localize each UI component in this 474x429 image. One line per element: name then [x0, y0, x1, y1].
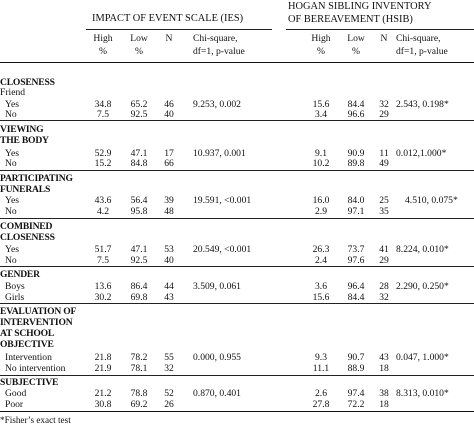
hsib-high-cell: 11.1 — [312, 363, 330, 374]
row-label: Yes — [5, 244, 19, 255]
subgroup-friend: Friend — [0, 87, 26, 98]
group-evaluation-4: OBJECTIVE — [0, 339, 54, 350]
ies-high-pct: % — [99, 46, 107, 57]
footnote: *Fisher’s exact test — [0, 415, 71, 425]
group-evaluation-3: AT SCHOOL — [0, 328, 55, 339]
hsib-low-cell: 84.4 — [347, 292, 365, 303]
row-label: No intervention — [5, 363, 66, 374]
hsib-n-cell: 18 — [379, 363, 389, 374]
hsib-header-line-1: HOGAN SIBLING INVENTORY — [288, 1, 432, 12]
row-label: Intervention — [5, 352, 52, 363]
hsib-low-pct: % — [352, 46, 360, 57]
hsib-high-cell: 9.1 — [315, 148, 327, 159]
group-divider — [0, 266, 474, 267]
ies-n-cell: 46 — [164, 99, 174, 110]
table-row — [0, 292, 474, 303]
hsib-n-cell: 32 — [379, 292, 389, 303]
ies-n-cell: 39 — [164, 195, 174, 206]
ies-chi-cell: 20.549, <0.001 — [193, 244, 252, 255]
group-funerals-1: PARTICIPATING — [0, 173, 73, 184]
ies-high-cell: 15.2 — [94, 158, 112, 169]
ies-low-cell: 47.1 — [130, 148, 148, 159]
row-label: Good — [5, 388, 27, 399]
ies-low-pct: % — [135, 46, 143, 57]
table-row — [0, 206, 474, 217]
ies-high-cell: 30.2 — [94, 292, 112, 303]
ies-high-cell: 13.6 — [94, 281, 112, 292]
ies-chi-header-1: Chi-square, — [193, 33, 238, 44]
row-label: Yes — [5, 195, 19, 206]
group-evaluation-1: EVALUATION OF — [0, 306, 77, 317]
ies-n-cell: 40 — [164, 109, 174, 120]
ies-high-cell: 51.7 — [94, 244, 112, 255]
group-combined-2: CLOSENESS — [0, 232, 55, 243]
hsib-n-cell: 41 — [379, 244, 389, 255]
hsib-n-header: N — [380, 33, 388, 44]
ies-header: IMPACT OF EVENT SCALE (IES) — [92, 13, 244, 24]
ies-low-header: Low — [130, 33, 148, 44]
hsib-high-cell: 10.2 — [312, 158, 330, 169]
ies-low-cell: 86.4 — [130, 281, 148, 292]
row-label: Yes — [5, 148, 19, 159]
hsib-chi-header-2: df=1, p-value — [396, 46, 448, 57]
ies-high-cell: 34.8 — [94, 99, 112, 110]
ies-low-cell: 56.4 — [130, 195, 148, 206]
ies-high-cell: 21.8 — [94, 352, 112, 363]
group-divider — [0, 303, 474, 304]
row-label: No — [5, 158, 17, 169]
hsib-n-cell: 49 — [379, 158, 389, 169]
hsib-high-cell: 3.4 — [315, 109, 327, 120]
ies-low-cell: 78.1 — [130, 363, 148, 374]
hsib-chi-cell: 2.543, 0.198* — [396, 99, 449, 110]
ies-low-cell: 95.8 — [130, 206, 148, 217]
row-label: No — [5, 109, 17, 120]
ies-n-cell: 53 — [164, 244, 174, 255]
hsib-high-cell: 2.9 — [315, 206, 327, 217]
ies-chi-cell: 9.253, 0.002 — [193, 99, 241, 110]
hsib-header-line-2: OF BEREAVEMENT (HSIB) — [288, 14, 413, 25]
hsib-high-cell: 9.3 — [315, 352, 327, 363]
hsib-n-cell: 25 — [379, 195, 389, 206]
group-closeness: CLOSENESS — [0, 77, 55, 88]
row-label: Yes — [5, 99, 19, 110]
ies-low-cell: 69.8 — [130, 292, 148, 303]
ies-low-cell: 84.8 — [130, 158, 148, 169]
table-bottom-rule — [0, 411, 474, 412]
group-gender: GENDER — [0, 269, 40, 280]
hsib-n-cell: 38 — [379, 388, 389, 399]
ies-chi-cell: 19.591, <0.001 — [193, 195, 252, 206]
ies-high-cell: 7.5 — [97, 109, 109, 120]
hsib-high-pct: % — [317, 46, 325, 57]
group-evaluation-2: INTERVENTION — [0, 317, 73, 328]
hsib-high-header: High — [311, 33, 331, 44]
group-viewing-body-1: VIEWING — [0, 124, 44, 135]
ies-n-header: N — [165, 33, 173, 44]
table-row — [0, 244, 474, 255]
ies-n-cell: 17 — [164, 148, 174, 159]
ies-chi-cell: 10.937, 0.001 — [193, 148, 246, 159]
row-label: Poor — [5, 399, 24, 410]
hsib-low-cell: 84.4 — [347, 99, 365, 110]
row-label: Boys — [5, 281, 25, 292]
hsib-n-cell: 29 — [379, 255, 389, 266]
ies-n-cell: 44 — [164, 281, 174, 292]
hsib-chi-cell: 8.224, 0.010* — [396, 244, 449, 255]
ies-low-cell: 92.5 — [130, 109, 148, 120]
ies-low-cell: 92.5 — [130, 255, 148, 266]
hsib-chi-cell: 4.510, 0.075* — [405, 195, 458, 206]
hsib-low-header: Low — [347, 33, 365, 44]
ies-low-cell: 47.1 — [130, 244, 148, 255]
hsib-n-cell: 35 — [379, 206, 389, 217]
row-label: No — [5, 255, 17, 266]
hsib-low-cell: 84.0 — [347, 195, 365, 206]
ies-high-cell: 4.2 — [97, 206, 109, 217]
hsib-n-cell: 18 — [379, 399, 389, 410]
hsib-n-cell: 32 — [379, 99, 389, 110]
row-label: No — [5, 206, 17, 217]
hsib-low-cell: 97.1 — [347, 206, 365, 217]
ies-high-header: High — [93, 33, 113, 44]
group-viewing-body-2: THE BODY — [0, 135, 49, 146]
table-row — [0, 281, 474, 292]
group-divider — [0, 120, 474, 121]
hsib-high-cell: 15.6 — [312, 292, 330, 303]
hsib-low-cell: 73.7 — [347, 244, 365, 255]
hsib-chi-cell: 0.047, 1.000* — [396, 352, 449, 363]
hsib-chi-cell: 2.290, 0.250* — [396, 281, 449, 292]
group-subjective: SUBJECTIVE — [0, 377, 59, 388]
ies-high-cell: 30.8 — [94, 399, 112, 410]
hsib-low-cell: 97.4 — [347, 388, 365, 399]
table-row — [0, 109, 474, 120]
hsib-high-cell: 16.0 — [312, 195, 330, 206]
ies-chi-header-2: df=1, p-value — [193, 46, 245, 57]
hsib-high-cell: 2.6 — [315, 388, 327, 399]
hsib-low-cell: 72.2 — [347, 399, 365, 410]
group-combined-1: COMBINED — [0, 221, 53, 232]
hsib-n-cell: 43 — [379, 352, 389, 363]
ies-n-cell: 52 — [164, 388, 174, 399]
ies-high-cell: 21.9 — [94, 363, 112, 374]
ies-n-cell: 40 — [164, 255, 174, 266]
table-row — [0, 352, 474, 363]
ies-n-cell: 48 — [164, 206, 174, 217]
hsib-n-cell: 11 — [379, 148, 389, 159]
hsib-n-cell: 28 — [379, 281, 389, 292]
row-label: Girls — [5, 292, 25, 303]
group-funerals-2: FUNERALS — [0, 184, 51, 195]
ies-low-cell: 65.2 — [130, 99, 148, 110]
table-row — [0, 255, 474, 266]
hsib-chi-header-1: Chi-square, — [396, 33, 441, 44]
ies-n-cell: 43 — [164, 292, 174, 303]
hsib-chi-cell: 8.313, 0.010* — [396, 388, 449, 399]
group-divider — [0, 170, 474, 171]
hsib-low-cell: 88.9 — [347, 363, 365, 374]
ies-low-cell: 78.8 — [130, 388, 148, 399]
hsib-n-cell: 29 — [379, 109, 389, 120]
hsib-chi-cell: 0.012,1.000* — [396, 148, 447, 159]
hsib-high-cell: 15.6 — [312, 99, 330, 110]
ies-high-cell: 7.5 — [97, 255, 109, 266]
hsib-low-cell: 90.7 — [347, 352, 365, 363]
hsib-header-rule — [286, 29, 474, 30]
table-row — [0, 363, 474, 374]
ies-chi-cell: 0.000, 0.955 — [193, 352, 241, 363]
hsib-high-cell: 2.4 — [315, 255, 327, 266]
group-divider — [0, 375, 474, 376]
ies-n-cell: 66 — [164, 158, 174, 169]
ies-low-cell: 78.2 — [130, 352, 148, 363]
ies-n-cell: 32 — [164, 363, 174, 374]
table-row — [0, 158, 474, 169]
hsib-low-cell: 96.4 — [347, 281, 365, 292]
ies-n-cell: 26 — [164, 399, 174, 410]
ies-chi-cell: 3.509, 0.061 — [193, 281, 241, 292]
hsib-low-cell: 90.9 — [347, 148, 365, 159]
header-bottom-rule — [0, 62, 474, 63]
ies-n-cell: 55 — [164, 352, 174, 363]
hsib-low-cell: 97.6 — [347, 255, 365, 266]
ies-high-cell: 21.2 — [94, 388, 112, 399]
hsib-low-cell: 89.8 — [347, 158, 365, 169]
table-row — [0, 388, 474, 399]
hsib-high-cell: 27.8 — [312, 399, 330, 410]
ies-chi-cell: 0.870, 0.401 — [193, 388, 241, 399]
ies-high-cell: 43.6 — [94, 195, 112, 206]
group-divider — [0, 218, 474, 219]
hsib-high-cell: 26.3 — [312, 244, 330, 255]
table-row — [0, 195, 474, 206]
hsib-low-cell: 96.6 — [347, 109, 365, 120]
table-row — [0, 399, 474, 410]
hsib-high-cell: 3.6 — [315, 281, 327, 292]
ies-header-rule — [86, 29, 272, 30]
ies-low-cell: 69.2 — [130, 399, 148, 410]
ies-high-cell: 52.9 — [94, 148, 112, 159]
